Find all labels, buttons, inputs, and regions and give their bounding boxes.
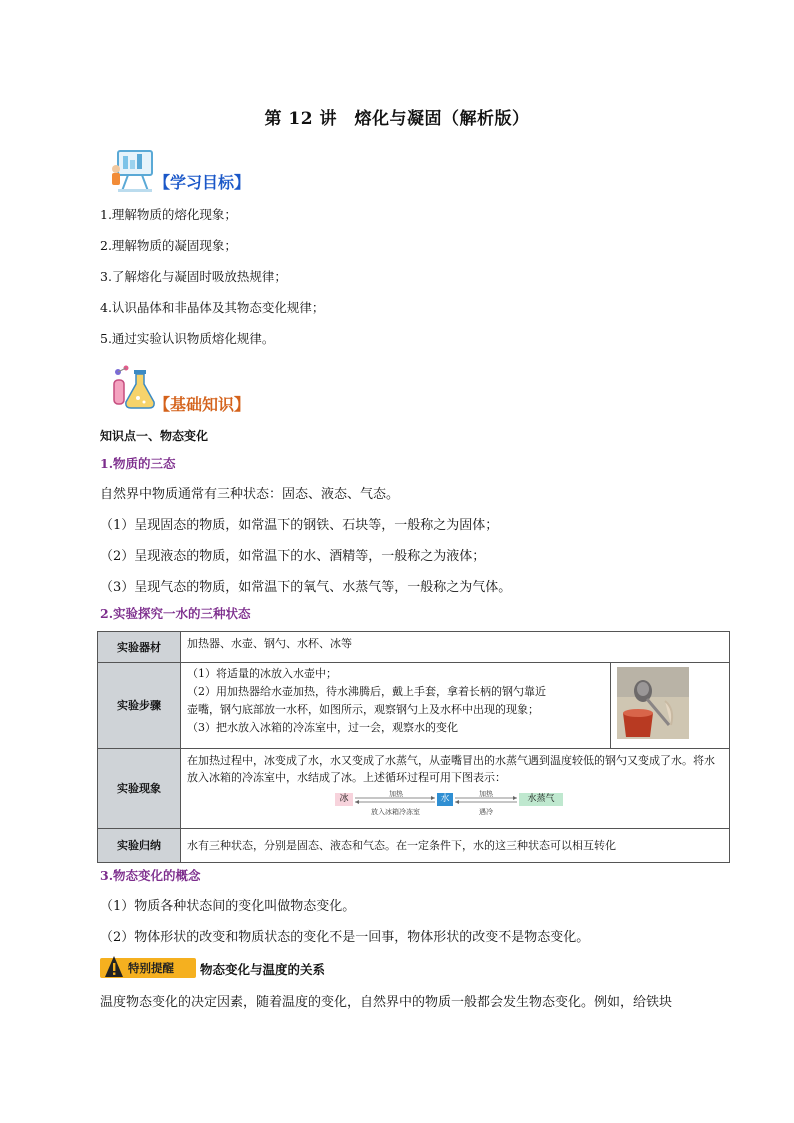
knowledge-point-title: 知识点一、物态变化 [100,429,209,443]
list-item: （1）物质各种状态间的变化叫做物态变化。 [100,899,356,914]
row-header: 实验归纳 [98,829,181,863]
heat-label: 加热 [389,790,403,798]
step-line: （1）将适量的冰放入水壶中； [187,667,337,680]
step-line: （3）把水放入冰箱的冷冻室中，过一会，观察水的变化 [187,721,458,734]
table-row [98,829,730,863]
goal-item: 2.理解物质的凝固现象； [100,238,237,253]
paragraph: 温度物态变化的决定因素，随着温度的变化，自然界中的物质一般都会发生物态变化。例如，给铁块 [100,995,673,1010]
table-cell [181,663,611,749]
goal-item: 5.通过实验认识物质熔化规律。 [100,331,275,346]
list-item: （2）物体形状的改变和物质状态的变化不是一回事，物体形状的改变不是物态变化。 [100,930,590,945]
reminder-title: 物态变化与温度的关系 [200,962,326,977]
photo-cell [611,663,730,749]
goals-heading: 【学习目标】 [154,173,251,192]
vapor-box: 水蒸气 [519,793,563,806]
row-header: 实验步骤 [98,663,181,749]
table-row [98,632,730,663]
reminder-badge-label: 特别提醒 [128,961,174,975]
list-item: （1）呈现固态的物质，如常温下的钢铁、石块等，一般称之为固体； [100,518,499,533]
heat-label: 加热 [479,790,493,798]
spoon-experiment-photo [617,667,689,739]
section-title: 3.物态变化的概念 [100,868,201,883]
goal-item: 3.了解熔化与凝固时吸放热规律； [100,269,287,284]
section-title: 2.实验探究一水的三种状态 [100,606,251,621]
basics-heading: 【基础知识】 [154,395,251,414]
page-title: 第 12 讲 熔化与凝固（解析版） [264,109,530,129]
water-box: 水 [437,793,453,806]
state-cycle-diagram [335,790,575,816]
table-cell: 加热器、水壶、钢勺、水杯、冰等 [181,632,730,663]
section-title: 1.物质的三态 [100,456,176,471]
table-cell: 水有三种状态，分别是固态、液态和气态。在一定条件下，水的这三种状态可以相互转化 [181,829,730,863]
step-line: 壶嘴，钢勺底部放一水杯，如图所示，观察钢勺上及水杯中出现的现象； [187,703,539,716]
teaching-board-icon [108,147,158,195]
list-item: （3）呈现气态的物质，如常温下的氧气、水蒸气等，一般称之为气体。 [100,580,512,595]
cool-label: 遇冷 [479,808,493,816]
ice-box: 冰 [335,793,353,806]
list-item: （2）呈现液态的物质，如常温下的水、酒精等，一般称之为液体； [100,549,486,564]
experiment-table [97,631,730,863]
observation-text: 在加热过程中，冰变成了水，水又变成了水蒸气，从壶嘴冒出的水蒸气遇到温度较低的钢勺又变成了水。将水放入冰箱的冷冻室中，水结成了冰。上述循环过程可用下图表示： [187,754,715,784]
table-row [98,663,730,749]
table-cell [181,749,730,829]
row-header: 实验器材 [98,632,181,663]
warning-icon [104,955,124,979]
paragraph: 自然界中物质通常有三种状态：固态、液态、气态。 [100,487,400,502]
step-line: （2）用加热器给水壶加热，待水沸腾后，戴上手套，拿着长柄的钢勺靠近 [187,685,546,698]
row-header: 实验现象 [98,749,181,829]
flask-icon [108,364,158,412]
goal-item: 1.理解物质的熔化现象； [100,207,237,222]
table-row [98,749,730,829]
freeze-label: 放入冰箱冷冻室 [371,808,420,816]
goal-item: 4.认识晶体和非晶体及其物态变化规律； [100,300,325,315]
